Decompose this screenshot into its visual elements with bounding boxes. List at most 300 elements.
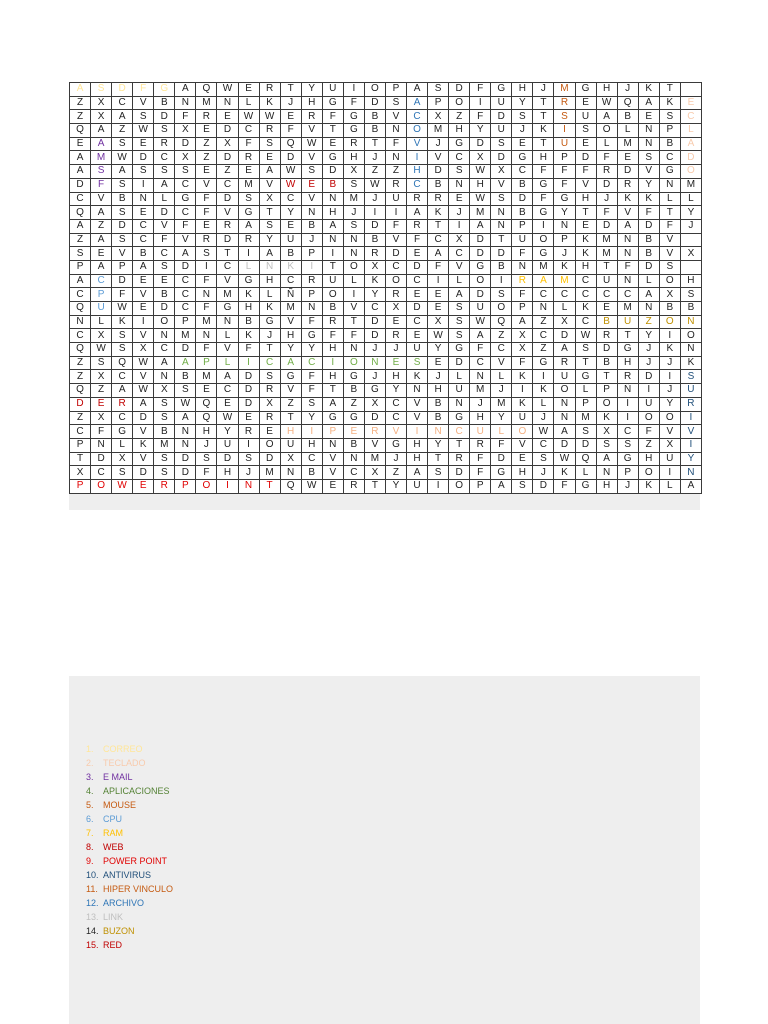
grid-cell: Y bbox=[428, 343, 449, 357]
word-label: WEB bbox=[103, 842, 124, 852]
grid-cell: C bbox=[407, 110, 428, 124]
grid-cell: E bbox=[133, 479, 154, 493]
grid-cell: V bbox=[659, 233, 680, 247]
grid-cell: F bbox=[512, 356, 533, 370]
grid-cell: G bbox=[659, 165, 680, 179]
grid-cell: F bbox=[533, 165, 554, 179]
grid-cell: C bbox=[428, 233, 449, 247]
grid-row bbox=[70, 356, 702, 370]
grid-cell: X bbox=[91, 96, 112, 110]
grid-cell: E bbox=[322, 137, 343, 151]
grid-row bbox=[70, 452, 702, 466]
grid-cell: D bbox=[238, 397, 259, 411]
grid-cell: C bbox=[449, 151, 470, 165]
grid-cell: L bbox=[680, 192, 701, 206]
grid-cell: I bbox=[428, 479, 449, 493]
grid-cell: U bbox=[512, 411, 533, 425]
grid-cell: T bbox=[259, 343, 280, 357]
grid-cell: Q bbox=[70, 124, 91, 138]
grid-cell: C bbox=[91, 274, 112, 288]
grid-cell: O bbox=[659, 315, 680, 329]
grid-cell: S bbox=[154, 397, 175, 411]
grid-cell: D bbox=[112, 83, 133, 97]
grid-cell: U bbox=[680, 384, 701, 398]
grid-cell: K bbox=[638, 192, 659, 206]
grid-cell: S bbox=[385, 96, 406, 110]
grid-cell: M bbox=[364, 452, 385, 466]
grid-cell: D bbox=[385, 247, 406, 261]
grid-cell: P bbox=[385, 83, 406, 97]
grid-cell: N bbox=[70, 315, 91, 329]
grid-cell: S bbox=[133, 165, 154, 179]
grid-cell: F bbox=[196, 274, 217, 288]
word-number: 7. bbox=[86, 828, 94, 838]
word-label: CORREO bbox=[103, 744, 143, 754]
grid-cell: N bbox=[154, 370, 175, 384]
grid-cell: L bbox=[638, 274, 659, 288]
grid-cell: W bbox=[301, 137, 322, 151]
grid-cell: V bbox=[364, 438, 385, 452]
grid-cell: S bbox=[343, 219, 364, 233]
grid-cell: B bbox=[238, 315, 259, 329]
grid-cell: T bbox=[364, 479, 385, 493]
grid-cell: P bbox=[70, 479, 91, 493]
grid-cell: J bbox=[638, 356, 659, 370]
grid-cell: G bbox=[617, 343, 638, 357]
grid-cell: G bbox=[343, 110, 364, 124]
grid-cell: X bbox=[91, 370, 112, 384]
grid-cell: L bbox=[154, 192, 175, 206]
grid-cell: H bbox=[196, 425, 217, 439]
grid-cell: S bbox=[154, 452, 175, 466]
grid-cell: F bbox=[617, 260, 638, 274]
grid-row bbox=[70, 425, 702, 439]
grid-cell: Y bbox=[259, 233, 280, 247]
grid-cell: D bbox=[554, 329, 575, 343]
grid-cell: F bbox=[659, 219, 680, 233]
grid-cell: V bbox=[133, 288, 154, 302]
grid-cell: C bbox=[533, 288, 554, 302]
grid-cell: A bbox=[322, 397, 343, 411]
grid-cell: I bbox=[617, 411, 638, 425]
grid-cell: Z bbox=[70, 110, 91, 124]
grid-cell: H bbox=[343, 151, 364, 165]
word-number: 10. bbox=[86, 870, 99, 880]
grid-cell: G bbox=[449, 411, 470, 425]
grid-cell: Q bbox=[280, 137, 301, 151]
grid-cell: R bbox=[554, 356, 575, 370]
grid-cell: X bbox=[554, 315, 575, 329]
grid-cell: A bbox=[70, 165, 91, 179]
grid-row bbox=[70, 384, 702, 398]
grid-cell: X bbox=[659, 288, 680, 302]
grid-cell: S bbox=[491, 137, 512, 151]
grid-cell: C bbox=[133, 219, 154, 233]
grid-cell: D bbox=[175, 452, 196, 466]
grid-cell: A bbox=[449, 288, 470, 302]
grid-cell: K bbox=[259, 96, 280, 110]
grid-cell: N bbox=[175, 425, 196, 439]
grid-cell: B bbox=[680, 302, 701, 316]
grid-cell: C bbox=[175, 206, 196, 220]
grid-cell: S bbox=[659, 260, 680, 274]
grid-cell: U bbox=[449, 384, 470, 398]
grid-cell: S bbox=[238, 452, 259, 466]
grid-cell: D bbox=[322, 165, 343, 179]
grid-cell: N bbox=[554, 411, 575, 425]
grid-cell: I bbox=[659, 329, 680, 343]
grid-cell: W bbox=[217, 83, 238, 97]
grid-cell: E bbox=[322, 479, 343, 493]
grid-cell: R bbox=[470, 438, 491, 452]
grid-cell: V bbox=[217, 206, 238, 220]
grid-cell: R bbox=[407, 219, 428, 233]
grid-cell: F bbox=[343, 329, 364, 343]
grid-cell: T bbox=[70, 452, 91, 466]
grid-cell: R bbox=[238, 151, 259, 165]
grid-cell: C bbox=[154, 151, 175, 165]
grid-cell: G bbox=[470, 260, 491, 274]
grid-cell: V bbox=[385, 425, 406, 439]
grid-cell: E bbox=[217, 110, 238, 124]
grid-cell: M bbox=[343, 192, 364, 206]
grid-cell: F bbox=[280, 124, 301, 138]
grid-cell: N bbox=[154, 329, 175, 343]
grid-cell: C bbox=[175, 288, 196, 302]
grid-cell: H bbox=[407, 165, 428, 179]
grid-cell: E bbox=[91, 397, 112, 411]
grid-cell: O bbox=[533, 233, 554, 247]
grid-cell: F bbox=[638, 206, 659, 220]
grid-cell: S bbox=[154, 260, 175, 274]
grid-cell: C bbox=[596, 288, 617, 302]
grid-cell: R bbox=[112, 397, 133, 411]
grid-cell: Z bbox=[343, 397, 364, 411]
grid-cell: F bbox=[238, 137, 259, 151]
grid-cell: R bbox=[322, 315, 343, 329]
grid-cell: N bbox=[301, 206, 322, 220]
grid-cell: B bbox=[322, 178, 343, 192]
grid-cell: W bbox=[596, 96, 617, 110]
grid-cell: J bbox=[259, 329, 280, 343]
grid-cell: A bbox=[70, 219, 91, 233]
grid-cell: S bbox=[407, 356, 428, 370]
grid-cell: D bbox=[554, 438, 575, 452]
grid-cell: V bbox=[154, 219, 175, 233]
word-list-item bbox=[86, 854, 173, 868]
grid-cell: P bbox=[91, 288, 112, 302]
grid-cell: Y bbox=[512, 96, 533, 110]
grid-cell: E bbox=[133, 274, 154, 288]
grid-cell: T bbox=[322, 384, 343, 398]
grid-cell: H bbox=[575, 192, 596, 206]
grid-cell: E bbox=[280, 110, 301, 124]
grid-cell: L bbox=[680, 124, 701, 138]
grid-cell: G bbox=[112, 425, 133, 439]
grid-cell: M bbox=[196, 315, 217, 329]
grid-cell: S bbox=[512, 110, 533, 124]
grid-cell: Y bbox=[428, 438, 449, 452]
grid-cell: D bbox=[217, 151, 238, 165]
grid-cell: P bbox=[70, 438, 91, 452]
grid-cell: W bbox=[301, 479, 322, 493]
grid-cell: D bbox=[154, 110, 175, 124]
grid-cell: R bbox=[196, 233, 217, 247]
grid-cell: L bbox=[91, 315, 112, 329]
word-list-item bbox=[86, 868, 173, 882]
grid-cell: V bbox=[512, 438, 533, 452]
grid-cell: F bbox=[133, 83, 154, 97]
grid-cell: A bbox=[133, 397, 154, 411]
grid-cell: C bbox=[407, 178, 428, 192]
grid-cell: M bbox=[470, 206, 491, 220]
grid-cell: J bbox=[364, 370, 385, 384]
grid-cell: N bbox=[659, 178, 680, 192]
grid-cell: M bbox=[196, 96, 217, 110]
word-number: 6. bbox=[86, 814, 94, 824]
grid-cell bbox=[680, 260, 701, 274]
grid-cell: E bbox=[259, 151, 280, 165]
grid-cell: N bbox=[617, 233, 638, 247]
grid-cell: W bbox=[259, 110, 280, 124]
grid-cell: R bbox=[512, 274, 533, 288]
grid-cell: U bbox=[470, 302, 491, 316]
grid-cell: M bbox=[575, 411, 596, 425]
grid-cell: A bbox=[175, 356, 196, 370]
grid-cell: H bbox=[575, 260, 596, 274]
grid-cell: X bbox=[470, 151, 491, 165]
grid-cell: N bbox=[301, 302, 322, 316]
grid-cell: X bbox=[133, 343, 154, 357]
grid-cell: I bbox=[680, 411, 701, 425]
grid-cell: D bbox=[70, 397, 91, 411]
grid-cell: K bbox=[112, 315, 133, 329]
grid-cell: C bbox=[301, 356, 322, 370]
grid-cell: T bbox=[617, 329, 638, 343]
grid-cell: R bbox=[407, 192, 428, 206]
grid-cell: S bbox=[154, 165, 175, 179]
grid-cell: X bbox=[428, 110, 449, 124]
grid-row bbox=[70, 96, 702, 110]
grid-cell: S bbox=[343, 178, 364, 192]
grid-cell: X bbox=[385, 302, 406, 316]
grid-cell: E bbox=[407, 288, 428, 302]
word-list-item bbox=[86, 826, 173, 840]
grid-cell: B bbox=[596, 315, 617, 329]
grid-cell: Z bbox=[196, 151, 217, 165]
grid-cell: E bbox=[70, 137, 91, 151]
grid-row bbox=[70, 302, 702, 316]
grid-cell: Z bbox=[385, 165, 406, 179]
grid-cell: I bbox=[301, 425, 322, 439]
grid-cell: I bbox=[301, 260, 322, 274]
grid-cell: W bbox=[428, 329, 449, 343]
grid-cell: H bbox=[449, 124, 470, 138]
grid-cell: P bbox=[301, 288, 322, 302]
grid-cell: F bbox=[385, 219, 406, 233]
grid-cell: S bbox=[491, 288, 512, 302]
grid-cell: E bbox=[91, 247, 112, 261]
grid-cell: R bbox=[680, 397, 701, 411]
grid-cell: Y bbox=[385, 479, 406, 493]
grid-cell: Y bbox=[301, 411, 322, 425]
grid-cell: F bbox=[196, 466, 217, 480]
grid-cell: C bbox=[175, 178, 196, 192]
word-number: 5. bbox=[86, 800, 94, 810]
grid-cell: B bbox=[638, 247, 659, 261]
grid-cell: N bbox=[512, 260, 533, 274]
grid-cell: H bbox=[322, 343, 343, 357]
grid-row bbox=[70, 165, 702, 179]
grid-cell: Q bbox=[196, 397, 217, 411]
grid-cell: A bbox=[596, 452, 617, 466]
grid-cell: D bbox=[364, 411, 385, 425]
grid-cell: S bbox=[301, 165, 322, 179]
grid-row bbox=[70, 411, 702, 425]
grid-cell: F bbox=[470, 343, 491, 357]
grid-cell: S bbox=[154, 411, 175, 425]
grid-cell: Z bbox=[91, 384, 112, 398]
grid-cell: Y bbox=[301, 83, 322, 97]
grid-cell: G bbox=[554, 192, 575, 206]
grid-cell: O bbox=[638, 411, 659, 425]
grid-cell: S bbox=[91, 83, 112, 97]
grid-cell: A bbox=[512, 315, 533, 329]
grid-cell: R bbox=[217, 219, 238, 233]
grid-cell: H bbox=[407, 438, 428, 452]
grid-cell: Q bbox=[70, 343, 91, 357]
grid-cell: L bbox=[238, 96, 259, 110]
grid-cell: R bbox=[259, 124, 280, 138]
word-label: ANTIVIRUS bbox=[103, 870, 152, 880]
grid-cell: U bbox=[407, 479, 428, 493]
grid-cell: F bbox=[638, 425, 659, 439]
grid-cell: L bbox=[617, 124, 638, 138]
grid-cell: Y bbox=[491, 411, 512, 425]
grid-cell: C bbox=[343, 466, 364, 480]
grid-cell: S bbox=[133, 110, 154, 124]
grid-cell: A bbox=[133, 260, 154, 274]
grid-cell: W bbox=[470, 315, 491, 329]
grid-cell: H bbox=[512, 83, 533, 97]
grid-cell: R bbox=[259, 384, 280, 398]
grid-cell: A bbox=[70, 83, 91, 97]
grid-cell: O bbox=[407, 124, 428, 138]
grid-cell: E bbox=[596, 302, 617, 316]
grid-cell: J bbox=[428, 137, 449, 151]
grid-cell: D bbox=[154, 206, 175, 220]
grid-cell: F bbox=[154, 233, 175, 247]
grid-cell: S bbox=[259, 370, 280, 384]
grid-cell: H bbox=[238, 302, 259, 316]
grid-cell: N bbox=[428, 425, 449, 439]
grid-cell: K bbox=[596, 411, 617, 425]
grid-cell: U bbox=[554, 370, 575, 384]
grid-cell: S bbox=[575, 425, 596, 439]
grid-cell: B bbox=[364, 110, 385, 124]
grid-cell: S bbox=[617, 438, 638, 452]
grid-cell: G bbox=[512, 151, 533, 165]
grid-cell: C bbox=[217, 260, 238, 274]
grid-cell: F bbox=[512, 247, 533, 261]
grid-cell: I bbox=[428, 274, 449, 288]
grid-cell: W bbox=[217, 411, 238, 425]
grid-cell: D bbox=[428, 165, 449, 179]
grid-cell: K bbox=[554, 466, 575, 480]
grid-cell: O bbox=[470, 274, 491, 288]
grid-cell: J bbox=[680, 219, 701, 233]
grid-cell: B bbox=[617, 110, 638, 124]
grid-cell: Z bbox=[70, 411, 91, 425]
grid-cell: T bbox=[428, 452, 449, 466]
grid-cell: P bbox=[659, 124, 680, 138]
grid-cell: V bbox=[175, 233, 196, 247]
grid-cell: F bbox=[301, 315, 322, 329]
grid-cell: C bbox=[91, 466, 112, 480]
grid-cell: W bbox=[575, 329, 596, 343]
grid-cell: D bbox=[175, 260, 196, 274]
grid-cell: J bbox=[491, 384, 512, 398]
grid-cell: Q bbox=[70, 206, 91, 220]
grid-cell: D bbox=[259, 452, 280, 466]
grid-cell: A bbox=[407, 83, 428, 97]
grid-cell: V bbox=[91, 192, 112, 206]
grid-cell: Z bbox=[70, 233, 91, 247]
grid-cell: T bbox=[596, 260, 617, 274]
grid-cell: D bbox=[280, 151, 301, 165]
grid-cell: B bbox=[133, 247, 154, 261]
grid-cell: S bbox=[301, 397, 322, 411]
word-list-item bbox=[86, 756, 173, 770]
grid-cell: N bbox=[680, 343, 701, 357]
grid-cell: L bbox=[659, 192, 680, 206]
grid-cell: G bbox=[175, 192, 196, 206]
grid-cell: N bbox=[91, 438, 112, 452]
grid-row bbox=[70, 178, 702, 192]
grid-cell: V bbox=[259, 178, 280, 192]
grid-cell: I bbox=[470, 96, 491, 110]
grid-cell: G bbox=[449, 343, 470, 357]
grid-cell: A bbox=[175, 83, 196, 97]
grid-cell: R bbox=[154, 137, 175, 151]
grid-cell: U bbox=[407, 343, 428, 357]
grid-cell: O bbox=[364, 83, 385, 97]
grid-cell: D bbox=[470, 288, 491, 302]
grid-cell: X bbox=[259, 192, 280, 206]
grid-cell: W bbox=[133, 356, 154, 370]
grid-cell: Z bbox=[533, 343, 554, 357]
grid-cell: E bbox=[575, 219, 596, 233]
grid-cell: D bbox=[91, 452, 112, 466]
grid-cell: C bbox=[385, 260, 406, 274]
grid-cell: P bbox=[112, 260, 133, 274]
grid-cell: S bbox=[259, 219, 280, 233]
grid-cell: E bbox=[428, 302, 449, 316]
grid-cell: R bbox=[385, 178, 406, 192]
grid-cell: M bbox=[554, 83, 575, 97]
grid-cell: H bbox=[385, 370, 406, 384]
grid-cell: M bbox=[428, 124, 449, 138]
grid-cell: N bbox=[196, 288, 217, 302]
grid-cell: Z bbox=[91, 219, 112, 233]
grid-cell: H bbox=[533, 151, 554, 165]
grid-cell: A bbox=[91, 206, 112, 220]
grid-cell: C bbox=[280, 192, 301, 206]
grid-cell: A bbox=[70, 274, 91, 288]
grid-cell: S bbox=[596, 438, 617, 452]
grid-cell: I bbox=[343, 288, 364, 302]
grid-cell: R bbox=[596, 329, 617, 343]
